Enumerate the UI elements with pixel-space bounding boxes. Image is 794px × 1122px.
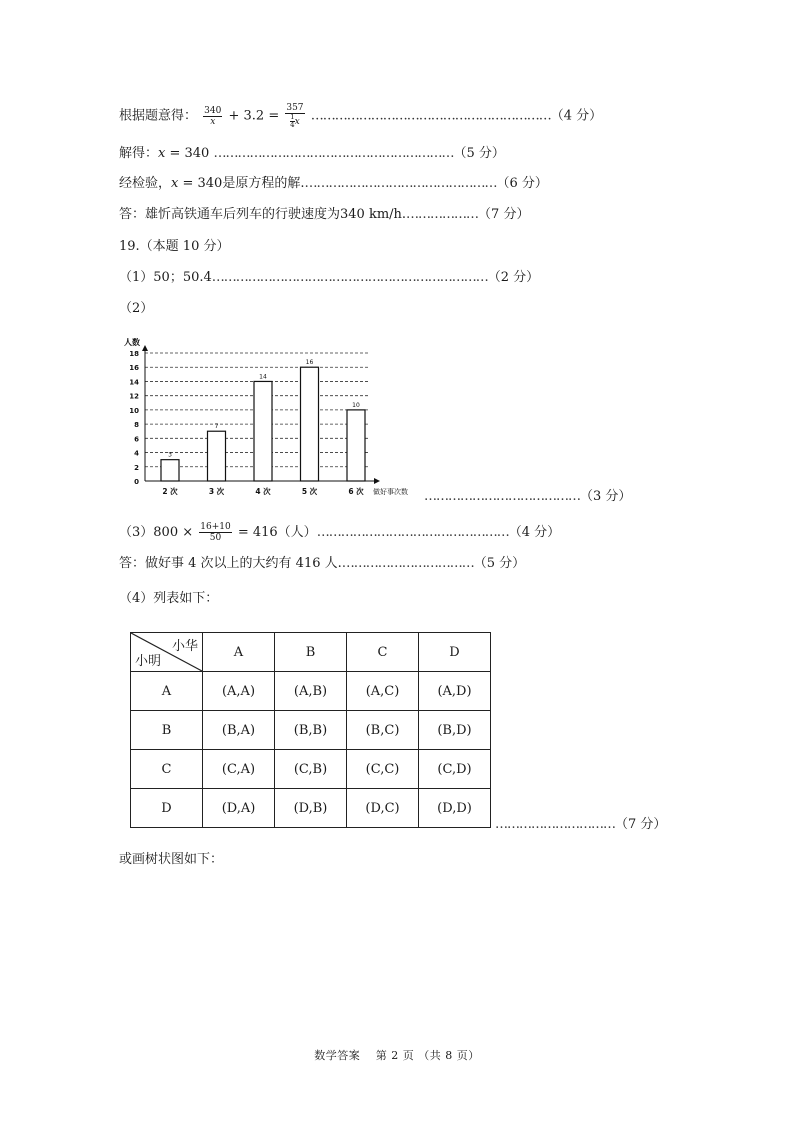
table-cell: (B,D) <box>419 711 491 750</box>
leader-dots: …………………………………………………… <box>213 146 454 161</box>
part4-score-line <box>495 816 666 834</box>
table-cell: (D,A) <box>203 789 275 828</box>
column-header: D <box>419 633 491 672</box>
table-cell: (C,D) <box>419 750 491 789</box>
table-corner-cell <box>131 633 203 672</box>
part1-line: （1）50；50.4……………………………………………………………（2 分） <box>119 270 540 285</box>
y-tick-label: 8 <box>134 421 139 430</box>
x-tick-label: 2 次 <box>162 487 178 496</box>
bar-data-label: 3 <box>168 451 172 459</box>
score-label: （7 分） <box>615 817 667 832</box>
table-cell: (A,A) <box>203 672 275 711</box>
table-cell: (B,A) <box>203 711 275 750</box>
score-label: （4 分） <box>508 525 561 540</box>
bar <box>254 381 272 481</box>
bar-data-label: 10 <box>352 401 360 409</box>
part2-score-line <box>424 488 631 506</box>
table-cell: (C,B) <box>275 750 347 789</box>
table-row <box>131 711 491 750</box>
y-tick-label: 10 <box>129 406 139 415</box>
part2-label: （2） <box>119 301 154 316</box>
leader-dots: ………………………… <box>495 817 615 832</box>
table-row <box>131 750 491 789</box>
score-label: （7 分） <box>478 207 530 222</box>
score-label: （4 分） <box>550 108 603 124</box>
table-cell: (A,D) <box>419 672 491 711</box>
y-tick-label: 18 <box>129 350 139 358</box>
table-cell: (A,C) <box>347 672 419 711</box>
bar <box>208 431 226 481</box>
part3-answer-line: 答：做好事 4 次以上的大约有 416 人.……………………………（5 分） <box>119 556 526 571</box>
line-prefix: 根据题意得： <box>119 108 198 124</box>
score-label: （3 分） <box>580 489 632 504</box>
row-header: C <box>131 750 203 789</box>
x-axis-arrow <box>374 478 380 484</box>
y-tick-label: 4 <box>134 449 139 458</box>
outcome-table <box>130 632 491 828</box>
y-tick-label: 0 <box>134 478 139 486</box>
leader-dots: ………………………………………… <box>304 176 497 191</box>
score-label: （6 分） <box>496 176 548 191</box>
leader-dots: ………………………………… <box>424 489 580 504</box>
column-header: B <box>275 633 347 672</box>
fraction-357: 357 $\frac{1}{4}$ x <box>286 103 304 129</box>
table-cell: (D,D) <box>419 789 491 828</box>
table-row <box>131 672 491 711</box>
y-axis-label: 人数 <box>124 338 140 347</box>
row-header: D <box>131 789 203 828</box>
question-heading: 19.（本题 10 分） <box>119 239 230 254</box>
bar <box>347 410 365 481</box>
verification-line: 经检验，x = 340是原方程的解.…………………………………………（6 分） <box>119 176 548 191</box>
score-label: （5 分） <box>473 556 526 571</box>
corner-bottom-label: 小明 <box>135 654 162 669</box>
bar-data-label: 14 <box>259 373 267 381</box>
x-axis-label: 做好事次数 <box>373 488 408 496</box>
bar <box>161 460 179 481</box>
y-axis-arrow <box>142 345 148 351</box>
equation-mid: + 3.2 = <box>228 108 280 124</box>
y-tick-label: 16 <box>129 364 139 373</box>
y-tick-label: 12 <box>129 392 139 401</box>
equation-line <box>119 103 602 129</box>
part3-line: （3）800 × $\frac{16+10}{50}$ = 416（人）…………………………………………（4 分） <box>119 522 561 543</box>
solution-line: 解得：x = 340 ……………………………………………………（5 分） <box>119 146 505 161</box>
leader-dots: …………………………………………………… <box>310 108 551 124</box>
y-tick-label: 6 <box>134 435 139 444</box>
table-cell: (C,C) <box>347 750 419 789</box>
leader-dots: ……………… <box>406 207 479 222</box>
y-tick-label: 14 <box>129 378 139 387</box>
table-cell: (A,B) <box>275 672 347 711</box>
bar-data-label: 16 <box>305 359 314 367</box>
bar-data-label: 7 <box>214 423 219 431</box>
column-header: A <box>203 633 275 672</box>
table-cell: (D,C) <box>347 789 419 828</box>
tree-diagram-intro: 或画树状图如下： <box>119 852 224 867</box>
table-header-row <box>131 633 491 672</box>
column-header: C <box>347 633 419 672</box>
bar-chart <box>110 335 430 500</box>
y-tick-label: 2 <box>134 463 139 472</box>
fraction-340-over-x: $\frac{340}{x}$ <box>204 105 222 127</box>
x-tick-label: 4 次 <box>255 487 271 496</box>
leader-dots: …………………………… <box>341 556 474 571</box>
x-tick-label: 6 次 <box>348 487 364 496</box>
table-cell: (B,B) <box>275 711 347 750</box>
part4-label: （4）列表如下： <box>119 591 219 606</box>
leader-dots: …………………………………………………………… <box>211 270 488 285</box>
answer-line: 答：雄忻高铁通车后列车的行驶速度为340 km/h.………………（7 分） <box>119 207 530 222</box>
leader-dots: ………………………………………… <box>316 525 509 540</box>
x-tick-label: 5 次 <box>301 487 318 496</box>
table-cell: (D,B) <box>275 789 347 828</box>
table-row <box>131 789 491 828</box>
row-header: B <box>131 711 203 750</box>
bar <box>301 367 319 481</box>
table-cell: (C,A) <box>203 750 275 789</box>
x-tick-label: 3 次 <box>208 487 225 496</box>
score-label: （2 分） <box>487 270 540 285</box>
score-label: （5 分） <box>453 146 505 161</box>
corner-top-label: 小华 <box>171 639 198 654</box>
fraction-26-over-50: $\frac{16+10}{50}$ <box>200 522 231 543</box>
table-cell: (B,C) <box>347 711 419 750</box>
row-header: A <box>131 672 203 711</box>
page-footer: 数学答案 第 2 页 （共 8 页） <box>314 1049 480 1062</box>
